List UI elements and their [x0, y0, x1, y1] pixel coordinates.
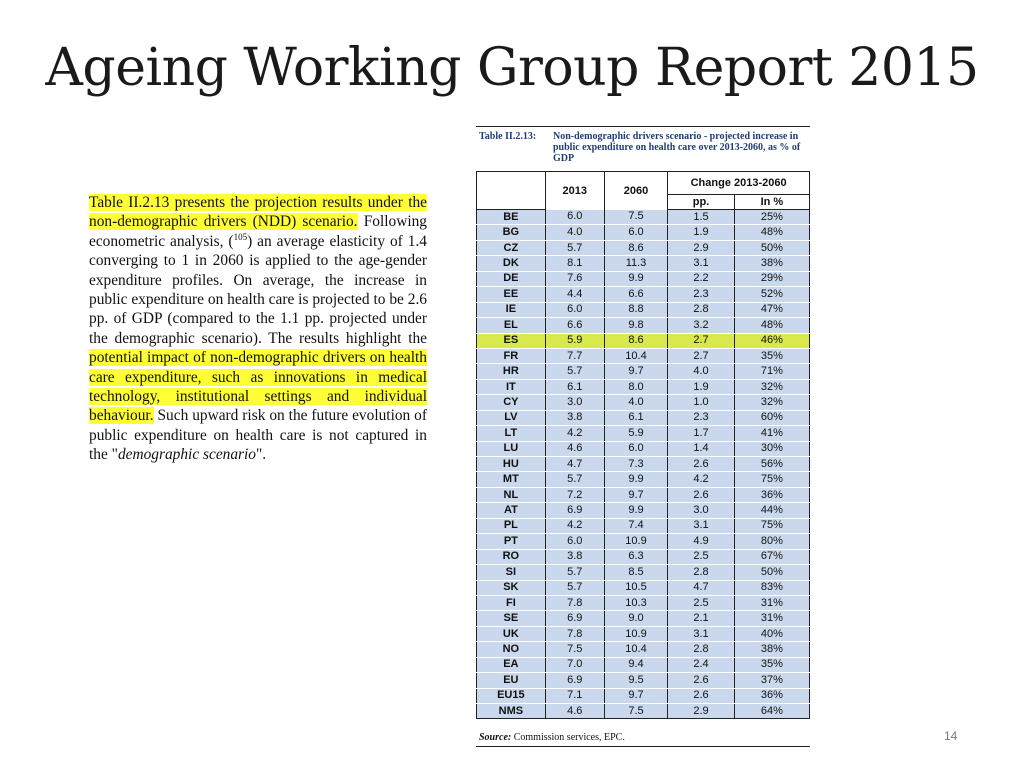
table-row: [477, 611, 810, 626]
change-pp-cell: 4.0: [668, 364, 735, 379]
excerpt-text: Such upward risk on the future evolution of public expenditure on health care is not captured in the ": [89, 407, 427, 464]
value-2013-cell: 4.0: [545, 225, 604, 240]
value-2013-cell: 4.6: [545, 704, 604, 719]
change-pp-cell: 1.9: [668, 225, 735, 240]
source-label: Source:: [479, 732, 512, 743]
change-pct-cell: 35%: [734, 348, 809, 363]
value-2013-cell: 7.1: [545, 688, 604, 703]
change-pp-cell: 2.5: [668, 549, 735, 564]
change-pp-cell: 2.6: [668, 457, 735, 472]
value-2013-cell: 6.0: [545, 210, 604, 225]
change-pct-cell: 30%: [734, 441, 809, 456]
change-pp-cell: 2.9: [668, 240, 735, 255]
change-pct-cell: 32%: [734, 379, 809, 394]
value-2013-cell: 4.2: [545, 426, 604, 441]
value-2013-cell: 7.2: [545, 487, 604, 502]
table-row: [477, 688, 810, 703]
change-pct-cell: 67%: [734, 549, 809, 564]
value-2013-cell: 3.8: [545, 549, 604, 564]
header-blank: [477, 172, 546, 210]
change-pct-cell: 37%: [734, 673, 809, 688]
expenditure-table: [476, 171, 810, 719]
change-pp-cell: 2.4: [668, 657, 735, 672]
excerpt-text: ) an average elasticity of 1.4 converging to 1 in 2060 is applied to the age-gender expenditure profiles. On average, the increase in public expenditure on health care is projected to be 2.6 pp. of GDP (compared to the 1.1 pp. projected under the demographic scenario). The results highlight the: [89, 232, 428, 347]
value-2013-cell: 6.6: [545, 318, 604, 333]
value-2060-cell: 8.6: [604, 240, 667, 255]
country-cell: EU15: [477, 688, 546, 703]
value-2060-cell: 9.5: [604, 673, 667, 688]
country-cell: SK: [477, 580, 546, 595]
value-2060-cell: 4.0: [604, 395, 667, 410]
change-pp-cell: 2.5: [668, 595, 735, 610]
change-pct-cell: 80%: [734, 534, 809, 549]
value-2060-cell: 10.4: [604, 348, 667, 363]
table-row: [477, 642, 810, 657]
value-2060-cell: 10.4: [604, 642, 667, 657]
value-2013-cell: 5.9: [545, 333, 604, 348]
table-row: [477, 472, 810, 487]
change-pct-cell: 44%: [734, 503, 809, 518]
value-2060-cell: 7.5: [604, 210, 667, 225]
table-row: [477, 457, 810, 472]
value-2060-cell: 7.3: [604, 457, 667, 472]
change-pct-cell: 60%: [734, 410, 809, 425]
country-cell: BE: [477, 210, 546, 225]
table-row: [477, 379, 810, 394]
value-2060-cell: 11.3: [604, 256, 667, 271]
header-pp: pp.: [668, 195, 735, 210]
change-pct-cell: 38%: [734, 642, 809, 657]
change-pp-cell: 1.0: [668, 395, 735, 410]
highlighted-text: Table II.2.13 presents the projection results under the non-demographic drivers (NDD) scenario.: [89, 194, 427, 231]
change-pct-cell: 50%: [734, 565, 809, 580]
value-2013-cell: 8.1: [545, 256, 604, 271]
change-pp-cell: 1.9: [668, 379, 735, 394]
value-2060-cell: 6.6: [604, 287, 667, 302]
country-cell: NO: [477, 642, 546, 657]
value-2013-cell: 6.9: [545, 503, 604, 518]
country-cell: NL: [477, 487, 546, 502]
change-pct-cell: 64%: [734, 704, 809, 719]
country-cell: IE: [477, 302, 546, 317]
table-row: [477, 348, 810, 363]
table-row: [477, 426, 810, 441]
change-pct-cell: 83%: [734, 580, 809, 595]
change-pp-cell: 2.7: [668, 348, 735, 363]
value-2060-cell: 9.9: [604, 271, 667, 286]
change-pp-cell: 1.7: [668, 426, 735, 441]
country-cell: SE: [477, 611, 546, 626]
country-cell: MT: [477, 472, 546, 487]
country-cell: HR: [477, 364, 546, 379]
value-2013-cell: 4.7: [545, 457, 604, 472]
value-2060-cell: 9.9: [604, 503, 667, 518]
value-2013-cell: 7.8: [545, 626, 604, 641]
value-2060-cell: 6.3: [604, 549, 667, 564]
change-pp-cell: 2.6: [668, 673, 735, 688]
change-pct-cell: 38%: [734, 256, 809, 271]
table-body: [477, 210, 810, 719]
table-row: [477, 580, 810, 595]
change-pct-cell: 32%: [734, 395, 809, 410]
country-cell: ES: [477, 333, 546, 348]
change-pct-cell: 41%: [734, 426, 809, 441]
value-2060-cell: 10.3: [604, 595, 667, 610]
value-2060-cell: 8.5: [604, 565, 667, 580]
change-pp-cell: 2.2: [668, 271, 735, 286]
table-row: [477, 518, 810, 533]
change-pct-cell: 36%: [734, 688, 809, 703]
value-2060-cell: 9.0: [604, 611, 667, 626]
change-pct-cell: 47%: [734, 302, 809, 317]
footnote-marker: 105: [233, 231, 248, 242]
change-pp-cell: 4.2: [668, 472, 735, 487]
change-pp-cell: 2.8: [668, 302, 735, 317]
value-2060-cell: 9.9: [604, 472, 667, 487]
change-pp-cell: 3.1: [668, 518, 735, 533]
country-cell: BG: [477, 225, 546, 240]
table-row: [477, 487, 810, 502]
change-pct-cell: 25%: [734, 210, 809, 225]
change-pp-cell: 3.1: [668, 626, 735, 641]
change-pp-cell: 2.6: [668, 688, 735, 703]
table-row: [477, 704, 810, 719]
change-pct-cell: 48%: [734, 225, 809, 240]
change-pp-cell: 2.6: [668, 487, 735, 502]
value-2013-cell: 5.7: [545, 364, 604, 379]
value-2013-cell: 6.1: [545, 379, 604, 394]
country-cell: NMS: [477, 704, 546, 719]
change-pct-cell: 75%: [734, 518, 809, 533]
value-2060-cell: 10.5: [604, 580, 667, 595]
header-change: Change 2013-2060: [668, 172, 810, 195]
change-pct-cell: 56%: [734, 457, 809, 472]
table-row: [477, 287, 810, 302]
value-2013-cell: 6.9: [545, 673, 604, 688]
country-cell: AT: [477, 503, 546, 518]
change-pp-cell: 2.9: [668, 704, 735, 719]
value-2060-cell: 6.1: [604, 410, 667, 425]
table-row: [477, 549, 810, 564]
value-2060-cell: 9.4: [604, 657, 667, 672]
value-2060-cell: 9.8: [604, 318, 667, 333]
table-row: [477, 318, 810, 333]
value-2013-cell: 4.2: [545, 518, 604, 533]
country-cell: RO: [477, 549, 546, 564]
country-cell: EU: [477, 673, 546, 688]
value-2060-cell: 6.0: [604, 441, 667, 456]
change-pct-cell: 35%: [734, 657, 809, 672]
table-source: [479, 732, 625, 743]
country-cell: FI: [477, 595, 546, 610]
value-2060-cell: 8.6: [604, 333, 667, 348]
table-row: [477, 657, 810, 672]
highlighted-text: potential impact of non-demographic drivers on health care expenditure, such as innovations in medical technology, institutional settings and individual behaviour.: [89, 349, 427, 425]
change-pct-cell: 29%: [734, 271, 809, 286]
table-number: Table II.2.13:: [479, 131, 537, 142]
value-2013-cell: 5.7: [545, 580, 604, 595]
value-2013-cell: 6.0: [545, 302, 604, 317]
change-pp-cell: 2.1: [668, 611, 735, 626]
change-pp-cell: 2.7: [668, 333, 735, 348]
value-2013-cell: 3.8: [545, 410, 604, 425]
country-cell: LU: [477, 441, 546, 456]
country-cell: EA: [477, 657, 546, 672]
table-row: [477, 565, 810, 580]
change-pct-cell: 75%: [734, 472, 809, 487]
change-pct-cell: 50%: [734, 240, 809, 255]
value-2013-cell: 7.7: [545, 348, 604, 363]
change-pct-cell: 31%: [734, 595, 809, 610]
country-cell: IT: [477, 379, 546, 394]
country-cell: UK: [477, 626, 546, 641]
value-2060-cell: 9.7: [604, 487, 667, 502]
change-pp-cell: 2.8: [668, 642, 735, 657]
change-pp-cell: 3.0: [668, 503, 735, 518]
country-cell: SI: [477, 565, 546, 580]
change-pct-cell: 31%: [734, 611, 809, 626]
value-2013-cell: 3.0: [545, 395, 604, 410]
change-pp-cell: 2.8: [668, 565, 735, 580]
country-cell: DK: [477, 256, 546, 271]
table-row: [477, 225, 810, 240]
change-pp-cell: 2.3: [668, 410, 735, 425]
country-cell: CZ: [477, 240, 546, 255]
value-2060-cell: 7.4: [604, 518, 667, 533]
value-2060-cell: 8.0: [604, 379, 667, 394]
value-2013-cell: 7.8: [545, 595, 604, 610]
table-row: [477, 673, 810, 688]
table-caption: [476, 126, 810, 171]
country-cell: EE: [477, 287, 546, 302]
page-number: 14: [944, 729, 958, 743]
value-2060-cell: 9.7: [604, 688, 667, 703]
value-2060-cell: 9.7: [604, 364, 667, 379]
country-cell: PT: [477, 534, 546, 549]
change-pct-cell: 40%: [734, 626, 809, 641]
country-cell: DE: [477, 271, 546, 286]
change-pp-cell: 4.7: [668, 580, 735, 595]
change-pct-cell: 48%: [734, 318, 809, 333]
value-2013-cell: 7.6: [545, 271, 604, 286]
table-row: [477, 503, 810, 518]
country-cell: FR: [477, 348, 546, 363]
header-pct: In %: [734, 195, 809, 210]
value-2013-cell: 5.7: [545, 565, 604, 580]
table-row: [477, 626, 810, 641]
source-text: Commission services, EPC.: [511, 732, 625, 743]
change-pp-cell: 1.5: [668, 210, 735, 225]
table-caption-text: Non-demographic drivers scenario - projected increase in public expenditure on health care over 2013-2060, as % of GDP: [553, 131, 801, 164]
value-2060-cell: 6.0: [604, 225, 667, 240]
excerpt-text: Following econometric analysis, (: [89, 213, 427, 250]
slide-title: Ageing Working Group Report 2015: [45, 38, 979, 98]
country-cell: LV: [477, 410, 546, 425]
country-cell: CY: [477, 395, 546, 410]
table-row: [477, 595, 810, 610]
table-row: [477, 210, 810, 225]
change-pp-cell: 1.4: [668, 441, 735, 456]
change-pct-cell: 71%: [734, 364, 809, 379]
header-2013: 2013: [545, 172, 604, 210]
table-row: [477, 534, 810, 549]
value-2060-cell: 10.9: [604, 534, 667, 549]
table-row: [477, 271, 810, 286]
change-pct-cell: 36%: [734, 487, 809, 502]
table-row: [477, 441, 810, 456]
value-2013-cell: 4.4: [545, 287, 604, 302]
table-row: [477, 240, 810, 255]
report-excerpt: [89, 193, 427, 465]
value-2060-cell: 8.8: [604, 302, 667, 317]
change-pp-cell: 4.9: [668, 534, 735, 549]
change-pct-cell: 52%: [734, 287, 809, 302]
country-cell: PL: [477, 518, 546, 533]
table-row: [477, 410, 810, 425]
table-row: [477, 364, 810, 379]
table-panel: [476, 126, 810, 746]
header-2060: 2060: [604, 172, 667, 210]
value-2013-cell: 7.5: [545, 642, 604, 657]
value-2060-cell: 10.9: [604, 626, 667, 641]
change-pct-cell: 46%: [734, 333, 809, 348]
change-pp-cell: 3.2: [668, 318, 735, 333]
table-row: [477, 256, 810, 271]
table-row: [477, 333, 810, 348]
excerpt-text: ".: [256, 446, 267, 464]
change-pp-cell: 2.3: [668, 287, 735, 302]
value-2013-cell: 7.0: [545, 657, 604, 672]
country-cell: HU: [477, 457, 546, 472]
table-row: [477, 395, 810, 410]
country-cell: EL: [477, 318, 546, 333]
country-cell: LT: [477, 426, 546, 441]
value-2060-cell: 5.9: [604, 426, 667, 441]
italic-term: demographic scenario: [117, 446, 257, 464]
change-pp-cell: 3.1: [668, 256, 735, 271]
value-2060-cell: 7.5: [604, 704, 667, 719]
value-2013-cell: 5.7: [545, 472, 604, 487]
value-2013-cell: 6.0: [545, 534, 604, 549]
value-2013-cell: 6.9: [545, 611, 604, 626]
value-2013-cell: 5.7: [545, 240, 604, 255]
table-row: [477, 302, 810, 317]
value-2013-cell: 4.6: [545, 441, 604, 456]
source-divider: [476, 746, 810, 747]
